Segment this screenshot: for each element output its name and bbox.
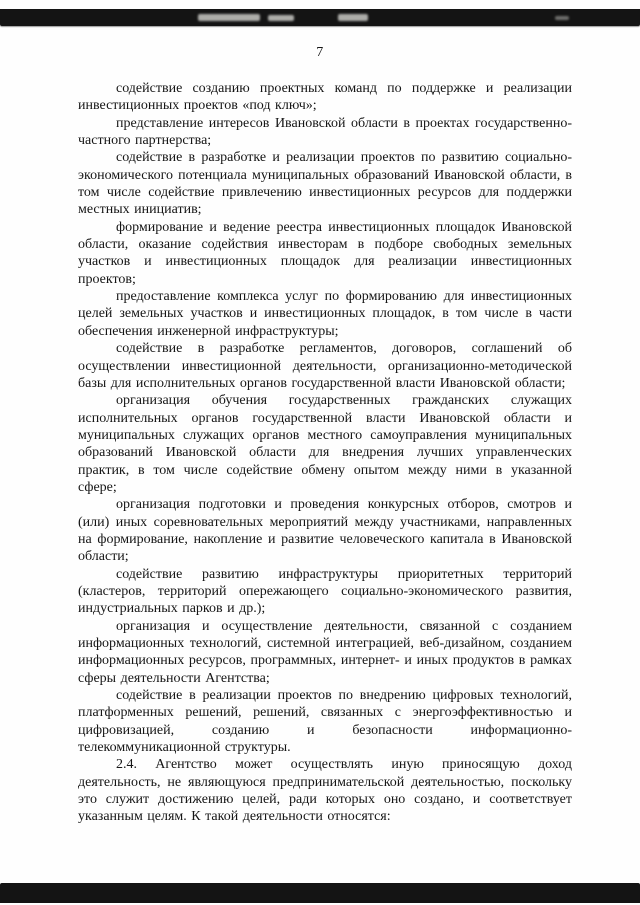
paragraph: содействие в реализации проектов по внедрению цифровых технологий, платформенных решений, решений, связанных с энергоэффективностью и цифровизацией, созданию и безопасности информационно-телекоммуникационной структуры. [78,688,572,756]
document-body [78,80,572,826]
paragraph: содействие развитию инфраструктуры приоритетных территорий (кластеров, территорий опережающего социально-экономического развития, индустриальных парков и др.); [78,566,572,617]
paragraph: формирование и ведение реестра инвестиционных площадок Ивановской области, оказание содействия инвесторам в подборе свободных земельных участков и инвестиционных площадок для реализации инвестиционных проектов; [78,219,572,287]
scan-artifact-bottom-bar [0,883,640,903]
paragraph: организация подготовки и проведения конкурсных отборов, смотров и (или) иных соревновательных мероприятий между участниками, направленных на формирование, накопление и развитие человеческого капитала в Ивановской области; [78,497,572,565]
scan-smudge [198,14,260,21]
scan-smudge [338,14,368,21]
paragraph: содействие в разработке и реализации проектов по развитию социально-экономического потенциала муниципальных образований Ивановской области, в том числе содействие привлечению инвестиционных ресурсов для поддержки местных инициатив; [78,150,572,218]
paragraph: содействие созданию проектных команд по поддержке и реализации инвестиционных проектов «под ключ»; [78,81,572,114]
scan-smudge [268,15,294,21]
paragraph: представление интересов Ивановской области в проектах государственно-частного партнерства; [78,115,572,149]
paragraph: организация и осуществление деятельности, связанной с созданием информационных технологий, системной интеграцией, веб-дизайном, созданием информационных ресурсов, программных, интернет- и иных продуктов в рамках сферы деятельности Агентства; [78,618,572,686]
paragraph: предоставление комплекса услуг по формированию для инвестиционных целей земельных участков и инвестиционных площадок, в том числе в части обеспечения инженерной инфраструктуры; [78,289,572,339]
paragraph: организация обучения государственных гражданских служащих исполнительных органов государственной власти Ивановской области и муниципальных служащих органов местного самоуправления муниципальных образований Ивановской области для внедрения лучших управленческих практик, в том числе содействие обмену опытом между ними в указанной сфере; [78,393,572,495]
scan-artifact-top-bar [0,9,640,26]
paragraph: 2.4. Агентство может осуществлять иную приносящую доход деятельность, не являющуюся предпринимательской деятельностью, поскольку это служит достижению целей, ради которых оно создано, и соответствует указанным целям. К такой деятельности относятся: [78,757,572,825]
paragraph: содействие в разработке регламентов, договоров, соглашений об осуществлении инвестиционной деятельности, организационно-методической базы для исполнительных органов государственной власти Ивановской области; [78,341,572,391]
page-number: 7 [316,45,324,60]
scan-smudge [555,16,569,20]
